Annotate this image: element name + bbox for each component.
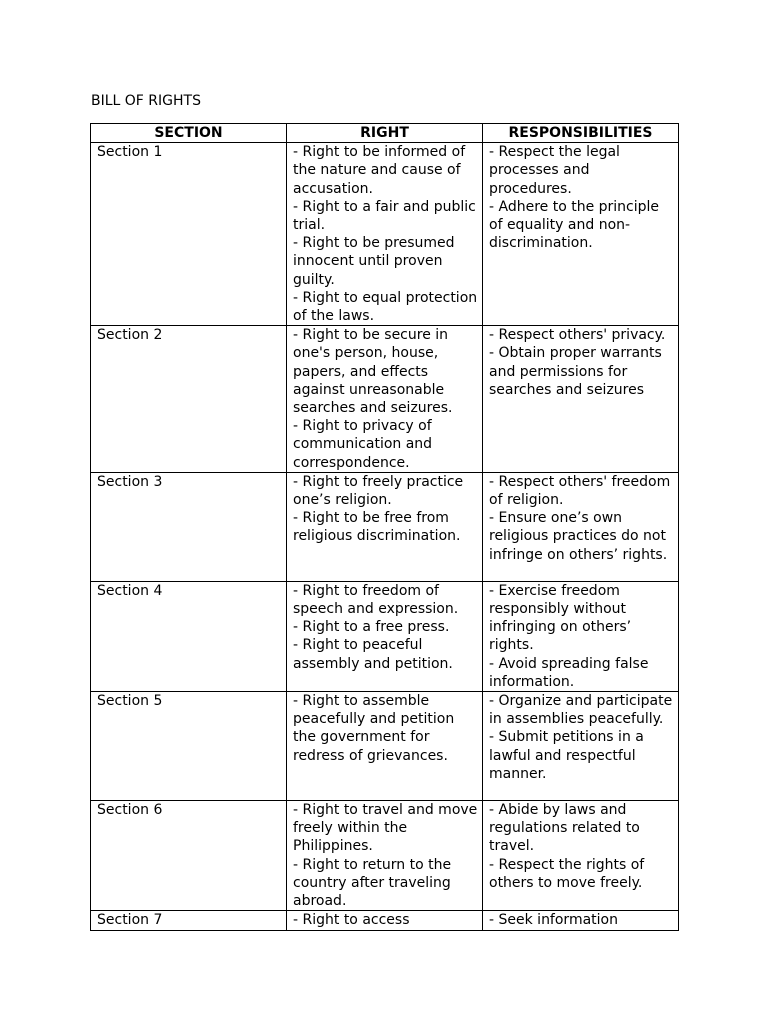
responsibility-item: - Respect others' freedom of religion.: [489, 473, 671, 509]
right-item: - Right to return to the country after traveling abroad.: [293, 856, 452, 910]
table-body: [91, 143, 679, 930]
table-row: [91, 801, 679, 911]
table-row: [91, 581, 679, 691]
responsibility-item: - Seek information: [489, 912, 618, 929]
right-item: - Right to be free from religious discrimination.: [293, 510, 461, 545]
responsibility-item: - Respect the rights of others to move freely.: [489, 856, 645, 891]
right-item: - Right to a free press.: [293, 619, 450, 636]
right-item: - Right to peaceful assembly and petition.: [293, 637, 453, 672]
bill-of-rights-table: [90, 123, 679, 931]
responsibility-cell: [483, 143, 679, 326]
responsibility-cell: [483, 472, 679, 581]
responsibility-item: - Ensure one’s own religious practices do not infringe on others’ rights.: [489, 510, 668, 563]
responsibility-item: - Submit petitions in a lawful and respectful manner.: [489, 729, 644, 782]
header-right: RIGHT: [287, 124, 483, 143]
section-cell: Section 6: [91, 801, 287, 911]
document-title: BILL OF RIGHTS: [91, 93, 201, 109]
responsibility-item: - Organize and participate in assemblies peacefully.: [489, 693, 673, 728]
right-item: - Right to access: [293, 912, 410, 929]
section-cell: Section 2: [91, 326, 287, 473]
table-row: [91, 143, 679, 326]
responsibility-item: - Exercise freedom responsibly without infringing on others’ rights.: [489, 582, 632, 654]
right-item: - Right to freedom of speech and expression.: [293, 582, 459, 618]
table-row: [91, 326, 679, 473]
right-cell: [287, 581, 483, 691]
right-item: - Right to equal protection of the laws.: [293, 289, 478, 325]
right-item: - Right to privacy of communication and correspondence.: [293, 418, 433, 471]
right-item: - Right to travel and move freely within the Philippines.: [293, 802, 478, 855]
right-cell: [287, 692, 483, 801]
right-cell: [287, 472, 483, 581]
right-cell: [287, 143, 483, 326]
responsibility-cell: [483, 326, 679, 473]
right-item: - Right to be secure in one's person, house, papers, and effects against unreasonable searches and seizures.: [293, 327, 453, 417]
right-item: - Right to assemble peacefully and petition the government for redress of grievances.: [293, 693, 455, 764]
table-row: [91, 472, 679, 581]
responsibility-item: - Respect the legal processes and procedures.: [489, 144, 620, 197]
table-row: [91, 911, 679, 930]
right-cell: [287, 801, 483, 911]
responsibility-item: - Respect others' privacy.: [489, 327, 666, 344]
responsibility-cell: [483, 801, 679, 911]
right-item: - Right to be informed of the nature and cause of accusation.: [293, 144, 466, 197]
right-cell: [287, 911, 483, 930]
responsibility-item: - Avoid spreading false information.: [489, 655, 649, 690]
section-cell: Section 4: [91, 581, 287, 691]
header-section: SECTION: [91, 124, 287, 143]
section-cell: Section 7: [91, 911, 287, 930]
table-row: [91, 692, 679, 801]
section-cell: Section 5: [91, 692, 287, 801]
responsibility-cell: [483, 692, 679, 801]
right-item: - Right to be presumed innocent until proven guilty.: [293, 235, 455, 288]
section-cell: Section 1: [91, 143, 287, 326]
right-item: - Right to freely practice one’s religion.: [293, 473, 464, 509]
table-header-row: [91, 124, 679, 143]
responsibility-cell: [483, 581, 679, 691]
responsibility-item: - Abide by laws and regulations related to travel.: [489, 802, 640, 855]
right-cell: [287, 326, 483, 473]
responsibility-item: - Obtain proper warrants and permissions for searches and seizures: [489, 345, 662, 398]
header-responsibilities: RESPONSIBILITIES: [483, 124, 679, 143]
right-item: - Right to a fair and public trial.: [293, 198, 476, 234]
responsibility-cell: [483, 911, 679, 930]
responsibility-item: - Adhere to the principle of equality and non-discrimination.: [489, 198, 660, 252]
section-cell: Section 3: [91, 472, 287, 581]
